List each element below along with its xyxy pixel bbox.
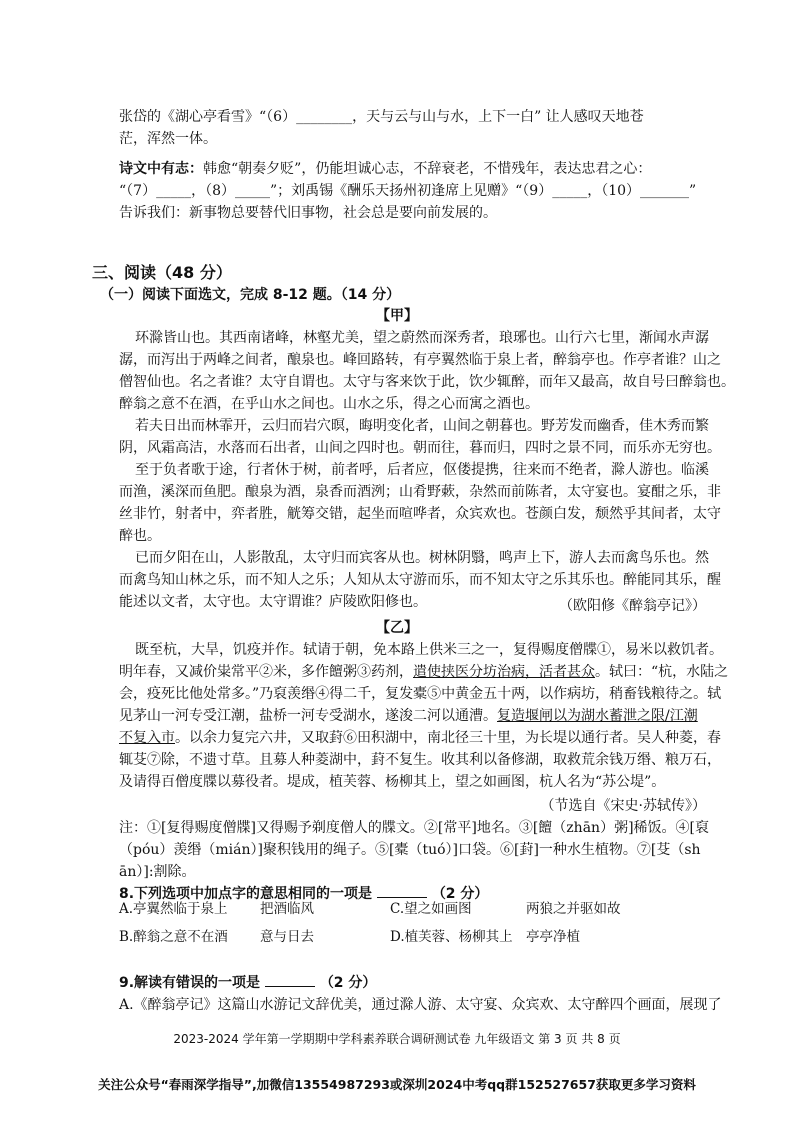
top-line-5: 告诉我们：新事物总要替代旧事物，社会总是要向前发展的。 — [119, 205, 497, 221]
top-line-4: “（7）_____，（8）_____”；刘禹锡《酬乐天扬州初逢席上见赠》“（9）_____，（10）_______” — [119, 183, 697, 199]
yi-underlined-sentence: 不复入市 — [119, 730, 175, 746]
jia-line: 丝非竹，射者中，弈者胜，觥筹交错，起坐而喧哗者，众宾欢也。苍颜白发，颓然乎其间者，太守 — [119, 506, 721, 522]
yi-notes-1: 注：①[复得赐度僧牒]又得赐予剃度僧人的牒文。②[常平]地名。③[饘（zhān）粥]稀饭。④[裒 — [119, 820, 709, 836]
yi-underlined-sentence: 复造堰闸以为湖水蓄泄之限/江潮 — [497, 708, 698, 724]
q8-option-c-compare: 两狼之并驱如故 — [526, 901, 621, 917]
jia-source: （欧阳修《醉翁亭记》） — [559, 598, 706, 614]
top-line-2: 茫，浑然一体。 — [119, 131, 217, 147]
question-9-score: （2 分） — [319, 975, 377, 991]
page-footer: 2023-2024 学年第一学期期中学科素养联合调研测试卷 九年级语文 第 3 页 共 8 页 — [173, 1032, 621, 1046]
yi-text: ④得二千，复发橐 — [315, 686, 428, 702]
yi-line-5 — [119, 727, 721, 749]
answer-blank[interactable] — [265, 972, 315, 987]
jia-line: 僧智仙也。名之者谁？太守自谓也。太守与客来饮于此，饮少辄醉，而年又最高，故自号曰醉翁也。 — [119, 374, 735, 390]
jia-line: 醉翁之意不在酒，在乎山水之间也。山水之乐，得之心而寓之酒也。 — [119, 396, 539, 412]
jia-line: 若夫日出而林霏开，云归而岩穴暝，晦明变化者，山间之朝暮也。野芳发而幽香，佳木秀而繁 — [135, 418, 709, 434]
top-label: 诗文中有志： — [119, 161, 203, 177]
yi-line-2 — [119, 661, 728, 683]
yi-text: ⑥田积湖中，南北径三十里，为长堤以通行者。吴人种菱，春 — [343, 730, 721, 746]
jia-line: 阴，风霜高洁，水落而石出者，山间之四时也。朝而往，暮而归，四时之景不同，而乐亦无穷也。 — [119, 440, 721, 456]
yi-text: ⑦除，不遗寸草。且募人种菱湖中，葑不复生。收其利以备修湖，取救荒余钱万缗、粮万石， — [147, 752, 721, 768]
yi-source: （节选自《宋史·苏轼传》） — [540, 798, 706, 814]
question-8-score: （2 分） — [431, 886, 489, 902]
jia-line: 而禽鸟知山林之乐，而不知人之乐；人知从太守游而乐，而不知太守之乐其乐也。醉能同其乐，醒 — [119, 572, 721, 588]
promo-banner: 关注公众号“春雨深学指导”,加微信13554987293或深圳2024中考qq群152527657获取更多学习资料 — [98, 1077, 696, 1092]
yi-text: 既至杭，大旱，饥疫并作。轼请于朝，免本路上供米三之一，复得赐度僧牒 — [135, 642, 597, 658]
yi-line-7: 及请得百僧度牒以募役者。堤成，植芙蓉、杨柳其上，望之如画图，杭人名为“苏公堤”。 — [119, 774, 666, 790]
q8-option-b[interactable]: B.醉翁之意不在酒 — [119, 929, 228, 945]
q8-option-a[interactable]: A.亭翼然临于泉上 — [119, 901, 228, 917]
jia-line: 环滁皆山也。其西南诸峰，林壑尤美，望之蔚然而深秀者，琅琊也。山行六七里，渐闻水声潺 — [135, 330, 709, 346]
q8-option-d-compare: 亭亭净植 — [526, 929, 580, 945]
yi-line-3 — [119, 683, 721, 705]
passage-yi-label: 【乙】 — [376, 620, 418, 636]
top-line-1: 张岱的《湖心亭看雪》“（6）________，天与云与山与水，上下一白” 让人感叹天地苍 — [119, 109, 644, 125]
jia-line: 至于负者歌于途，行者休于树，前者呼，后者应，伛偻提携，往来而不绝者，滁人游也。临溪 — [135, 462, 709, 478]
q9-option-a[interactable]: A.《醉翁亭记》这篇山水游记文辞优美，通过滁人游、太守宴、众宾欢、太守醉四个画面，展现了 — [119, 997, 722, 1013]
jia-line: 已而夕阳在山，人影散乱，太守归而宾客从也。树林阴翳，鸣声上下，游人去而禽鸟乐也。然 — [135, 550, 709, 566]
yi-text: ③药剂， — [357, 664, 413, 680]
q8-option-d[interactable]: D.植芙蓉、杨柳其上 — [390, 929, 513, 945]
answer-blank[interactable] — [377, 883, 427, 898]
yi-line-6 — [119, 749, 721, 771]
jia-line: 醉也。 — [119, 528, 161, 544]
question-9-stem — [119, 972, 376, 994]
passage-jia-label: 【甲】 — [376, 308, 418, 324]
jia-line: 潺，而泻出于两峰之间者，酿泉也。峰回路转，有亭翼然临于泉上者，醉翁亭也。作亭者谁？山之 — [119, 352, 721, 368]
yi-note-ref: ①，易米以救饥者。 — [597, 642, 723, 658]
q8-option-b-compare: 意与日去 — [260, 929, 314, 945]
yi-text: 明年春，又减价粜常平 — [119, 664, 259, 680]
jia-line: 而渔，溪深而鱼肥。酿泉为酒，泉香而酒洌；山肴野蔌，杂然而前陈者，太守宴也。宴酣之乐，非 — [119, 484, 721, 500]
q8-option-a-compare: 把酒临风 — [260, 901, 314, 917]
section-subtitle: （一）阅读下面选文，完成 8-12 题。（14 分） — [100, 287, 401, 303]
question-9-text: 9.解读有错误的一项是 — [119, 975, 261, 991]
yi-notes-2: （póu）羡缗（mián）]聚积钱用的绳子。⑤[橐（tuó）]口袋。⑥[葑]一种水生植物。⑦[芟（sh — [119, 842, 701, 858]
section-title: 三、阅读（48 分） — [92, 263, 232, 282]
yi-line-1 — [135, 639, 723, 661]
yi-text: 会，疫死比他处常多。”乃裒羡缗 — [119, 686, 316, 702]
yi-text: 辄芟 — [119, 752, 147, 768]
q8-option-c[interactable]: C.望之如画图 — [390, 901, 472, 917]
yi-underlined-sentence: 遣使挟医分坊治病，活者甚众 — [413, 664, 595, 680]
yi-text: ②米，多作饘粥 — [259, 664, 357, 680]
top-line-3 — [119, 158, 651, 180]
yi-text: 见茅山一河专受江潮，盐桥一河专受湖水，遂浚二河以通漕。 — [119, 708, 497, 724]
yi-text: ⑤中黄金五十两，以作病坊，稍畜钱粮待之。轼 — [427, 686, 722, 702]
yi-line-4 — [119, 705, 698, 727]
jia-line: 能述以文者，太守也。太守谓谁？庐陵欧阳修也。 — [119, 594, 427, 610]
question-8-text: 8.下列选项中加点字的意思相同的一项是 — [119, 886, 373, 902]
yi-text: 。以余力复完六井，又取葑 — [175, 730, 343, 746]
yi-notes-3: ān）]:割除。 — [119, 864, 196, 880]
yi-text: 。轼曰：“杭，水陆之 — [595, 664, 729, 680]
top-line-3-text: 韩愈“朝奏夕贬”，仍能坦诚心志，不辞衰老，不惜残年，表达忠君之心： — [203, 161, 652, 177]
